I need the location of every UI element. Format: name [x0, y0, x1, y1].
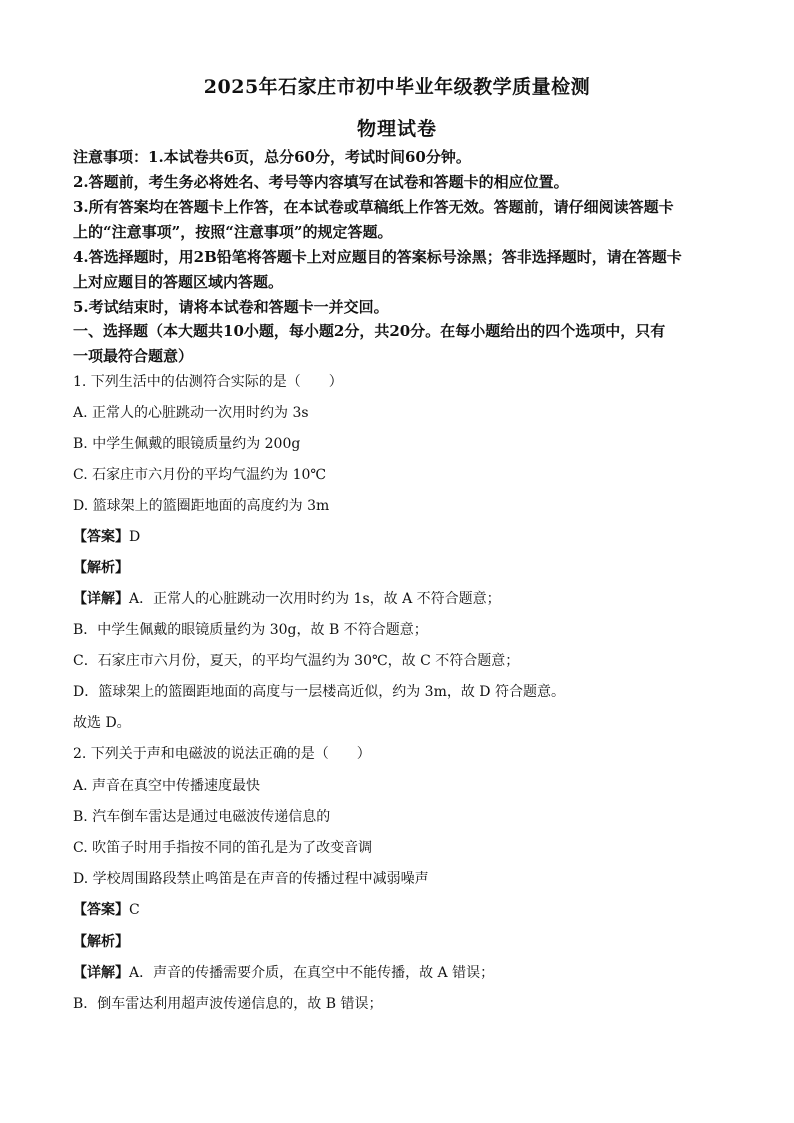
q2-detail-line-1 [73, 965, 723, 982]
q2-option-b: B. 汽车倒车雷达是通过电磁波传递信息的 [73, 809, 331, 825]
answer-value: D [129, 529, 141, 545]
notice-line-5: 4.答选择题时，用2B铅笔将答题卡上对应题目的答案标号涂黑；答非选择题时，请在答题卡 [73, 248, 682, 266]
q2-option-a: A. 声音在真空中传播速度最快 [73, 778, 261, 794]
notice-line-4: 上的“注意事项”，按照“注意事项”的规定答题。 [73, 223, 393, 241]
notice-line-7: 5.考试结束时，请将本试卷和答题卡一并交回。 [73, 298, 389, 316]
q1-detail-line-1 [73, 591, 723, 608]
q1-detail-line-3: C．石家庄市六月份，夏天，的平均气温约为 30℃，故 C 不符合题意； [73, 653, 520, 669]
exam-subtitle: 物理试卷 [356, 118, 437, 140]
q2-analysis-tag [73, 934, 723, 951]
detail-tag: 【详解】 [73, 965, 129, 981]
answer-tag: 【答案】 [73, 529, 129, 545]
detail-text: A．声音的传播需要介质，在真空中不能传播，故 A 错误； [129, 965, 495, 981]
q1-option-c: C. 石家庄市六月份的平均气温约为 10℃ [73, 467, 327, 483]
analysis-tag: 【解析】 [73, 934, 129, 950]
q1-option-a: A. 正常人的心脏跳动一次用时约为 3s [73, 405, 309, 421]
section-heading-line-2: 一项最符合题意） [73, 347, 194, 365]
notice-line-3: 3.所有答案均在答题卡上作答，在本试卷或草稿纸上作答无效。答题前，请仔细阅读答题卡 [73, 198, 674, 216]
answer-value: C [129, 902, 140, 918]
q1-answer [73, 529, 723, 546]
notice-line-2: 2.答题前，考生务必将姓名、考号等内容填写在试卷和答题卡的相应位置。 [73, 173, 569, 191]
q1-stem: 1. 下列生活中的估测符合实际的是（ ） [73, 374, 343, 390]
q1-option-d: D. 篮球架上的篮圈距地面的高度约为 3m [73, 498, 330, 514]
section-heading-line-1: 一、选择题（本大题共10小题，每小题2分，共20分。在每小题给出的四个选项中，只有 [73, 322, 666, 340]
exam-title: 2025年石家庄市初中毕业年级教学质量检测 [203, 76, 591, 98]
notice-line-1: 注意事项：1.本试卷共6页，总分60分，考试时间60分钟。 [73, 148, 471, 166]
q2-answer [73, 902, 723, 919]
q1-analysis-tag [73, 560, 723, 577]
detail-tag: 【详解】 [73, 591, 129, 607]
q1-option-b: B. 中学生佩戴的眼镜质量约为 200g [73, 436, 301, 452]
q1-detail-line-2: B．中学生佩戴的眼镜质量约为 30g，故 B 不符合题意； [73, 622, 428, 638]
q1-detail-line-4: D．篮球架上的篮圈距地面的高度与一层楼高近似，约为 3m，故 D 符合题意。 [73, 684, 565, 700]
q2-stem: 2. 下列关于声和电磁波的说法正确的是（ ） [73, 746, 371, 762]
analysis-tag: 【解析】 [73, 560, 129, 576]
detail-text: A．正常人的心脏跳动一次用时约为 1s，故 A 不符合题意； [129, 591, 501, 607]
answer-tag: 【答案】 [73, 902, 129, 918]
q2-option-c: C. 吹笛子时用手指按不同的笛孔是为了改变音调 [73, 840, 373, 856]
notice-line-6: 上对应题目的答题区域内答题。 [73, 273, 284, 291]
q2-option-d: D. 学校周围路段禁止鸣笛是在声音的传播过程中减弱噪声 [73, 871, 429, 887]
q1-conclusion: 故选 D。 [73, 715, 131, 731]
q2-detail-line-2: B．倒车雷达利用超声波传递信息的，故 B 错误； [73, 996, 383, 1012]
